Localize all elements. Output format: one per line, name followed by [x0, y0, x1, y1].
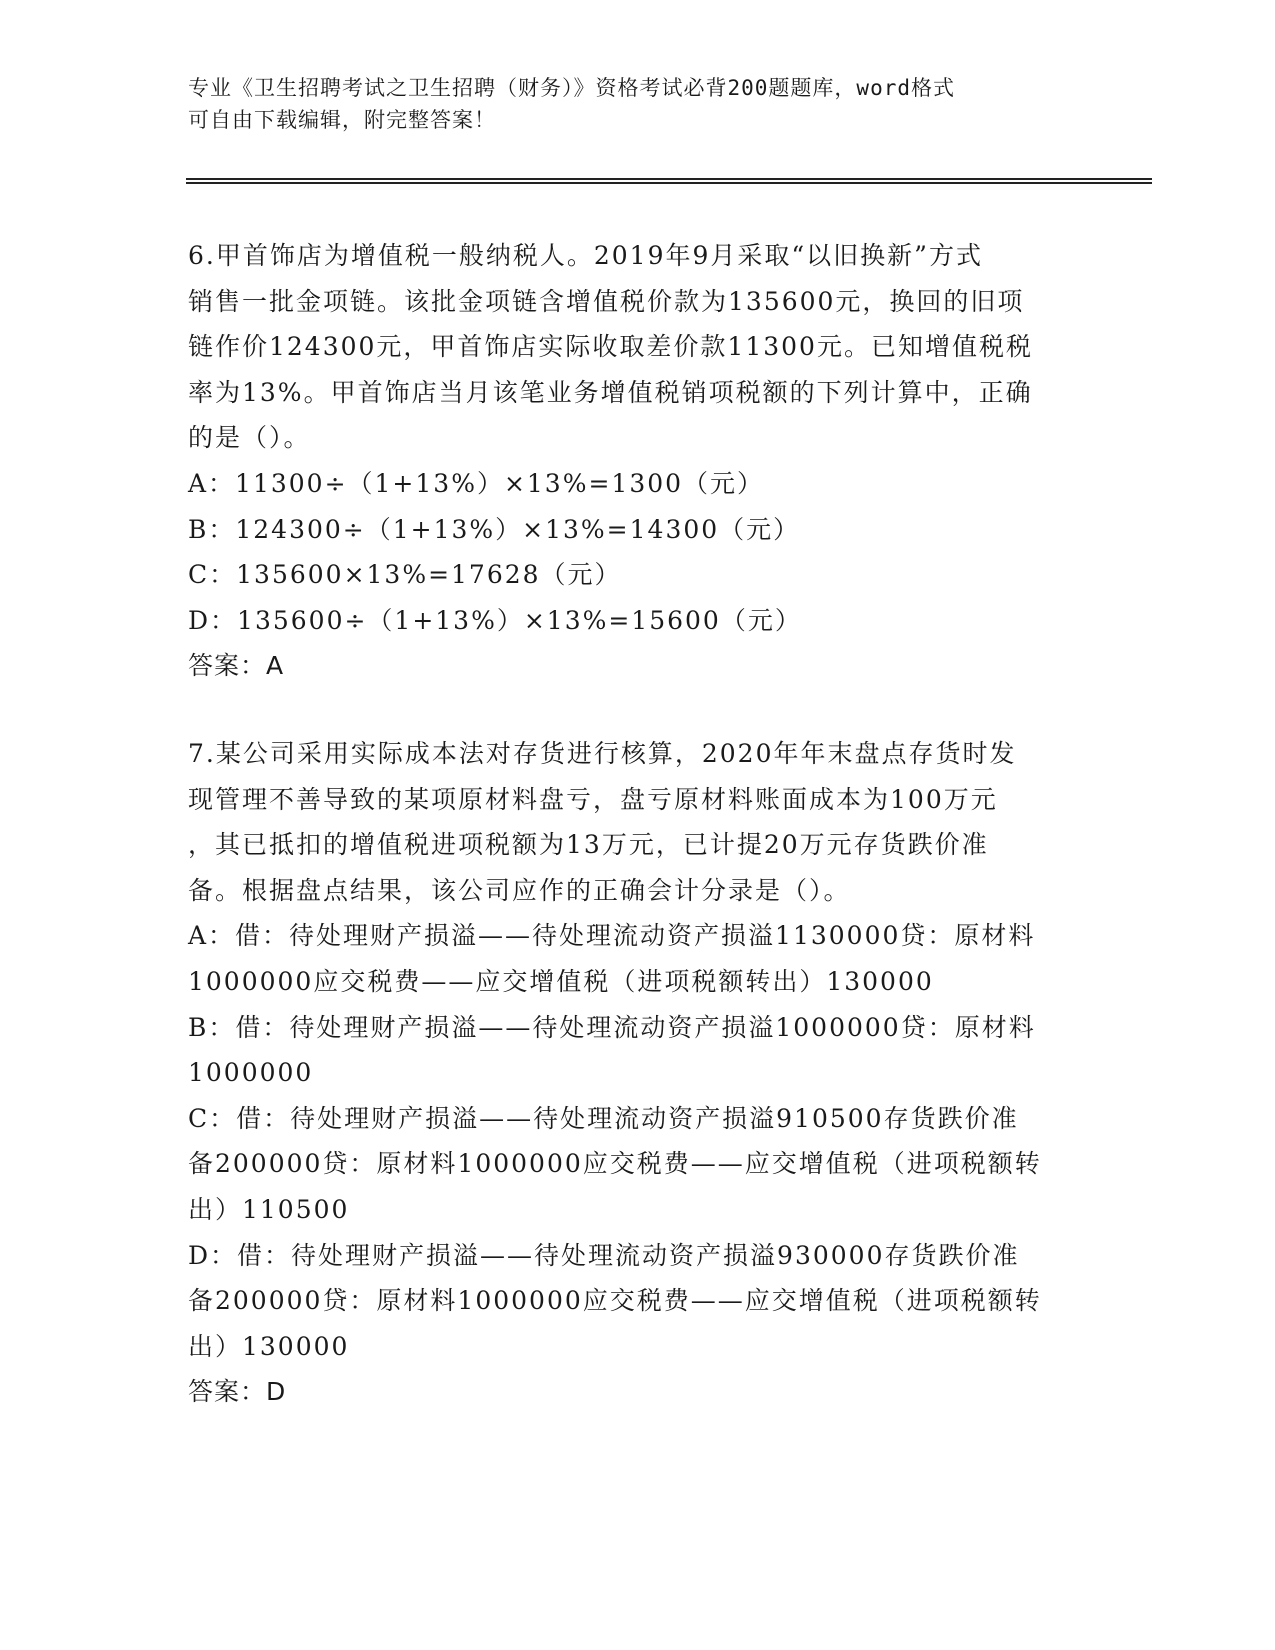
stem-line: 现管理不善导致的某项原材料盘亏，盘亏原材料账面成本为100万元: [188, 784, 998, 814]
question-7: [188, 731, 1088, 1415]
header-line-2: 可自由下载编辑，附完整答案！: [188, 108, 496, 132]
stem-line: 6.甲首饰店为增值税一般纳税人。2019年9月采取“以旧换新”方式: [188, 241, 983, 270]
document-header: [188, 72, 1088, 136]
option-c-line: 出）110500: [188, 1194, 350, 1224]
option-b-line: 1000000: [188, 1058, 314, 1088]
option-d-line: 备200000贷：原材料1000000应交税费——应交增值税（进项税额转: [188, 1286, 1042, 1316]
header-divider: [186, 178, 1152, 184]
option-a: A：11300÷（1+13%）×13%=1300（元）: [188, 468, 765, 498]
question-6: [188, 233, 1088, 689]
answer-label: 答案：D: [188, 1377, 287, 1407]
option-b: B：124300÷（1+13%）×13%=14300（元）: [188, 514, 801, 544]
option-c: C：135600×13%=17628（元）: [188, 560, 622, 590]
question-stem: [188, 233, 1088, 461]
option-a-line: A：借：待处理财产损溢——待处理流动资产损溢1130000贷：原材料: [188, 921, 1036, 951]
option-c-line: C：借：待处理财产损溢——待处理流动资产损溢910500存货跌价准: [188, 1103, 1019, 1133]
stem-line: ，其已抵扣的增值税进项税额为13万元，已计提20万元存货跌价准: [188, 830, 989, 860]
stem-line: 率为13%。甲首饰店当月该笔业务增值税销项税额的下列计算中，正确: [188, 377, 1033, 407]
option-a-line: 1000000应交税费——应交增值税（进项税额转出）130000: [188, 966, 934, 996]
option-d-line: 出）130000: [188, 1331, 350, 1361]
answer-label: 答案：A: [188, 651, 285, 681]
stem-line: 7.某公司采用实际成本法对存货进行核算，2020年年末盘点存货时发: [188, 739, 1017, 768]
stem-line: 的是（）。: [188, 423, 311, 453]
option-b-line: B：借：待处理财产损溢——待处理流动资产损溢1000000贷：原材料: [188, 1012, 1036, 1042]
stem-line: 销售一批金项链。该批金项链含增值税价款为135600元，换回的旧项: [188, 286, 1025, 316]
option-c-line: 备200000贷：原材料1000000应交税费——应交增值税（进项税额转: [188, 1149, 1042, 1179]
option-d: D：135600÷（1+13%）×13%=15600（元）: [188, 605, 802, 635]
option-d-line: D：借：待处理财产损溢——待处理流动资产损溢930000存货跌价准: [188, 1240, 1020, 1270]
question-stem: [188, 731, 1088, 913]
stem-line: 备。根据盘点结果，该公司应作的正确会计分录是（）。: [188, 875, 851, 905]
stem-line: 链作价124300元，甲首饰店实际收取差价款11300元。已知增值税税: [188, 332, 1033, 362]
header-line-1: 专业《卫生招聘考试之卫生招聘（财务）》资格考试必背200题题库，word格式: [188, 76, 955, 100]
